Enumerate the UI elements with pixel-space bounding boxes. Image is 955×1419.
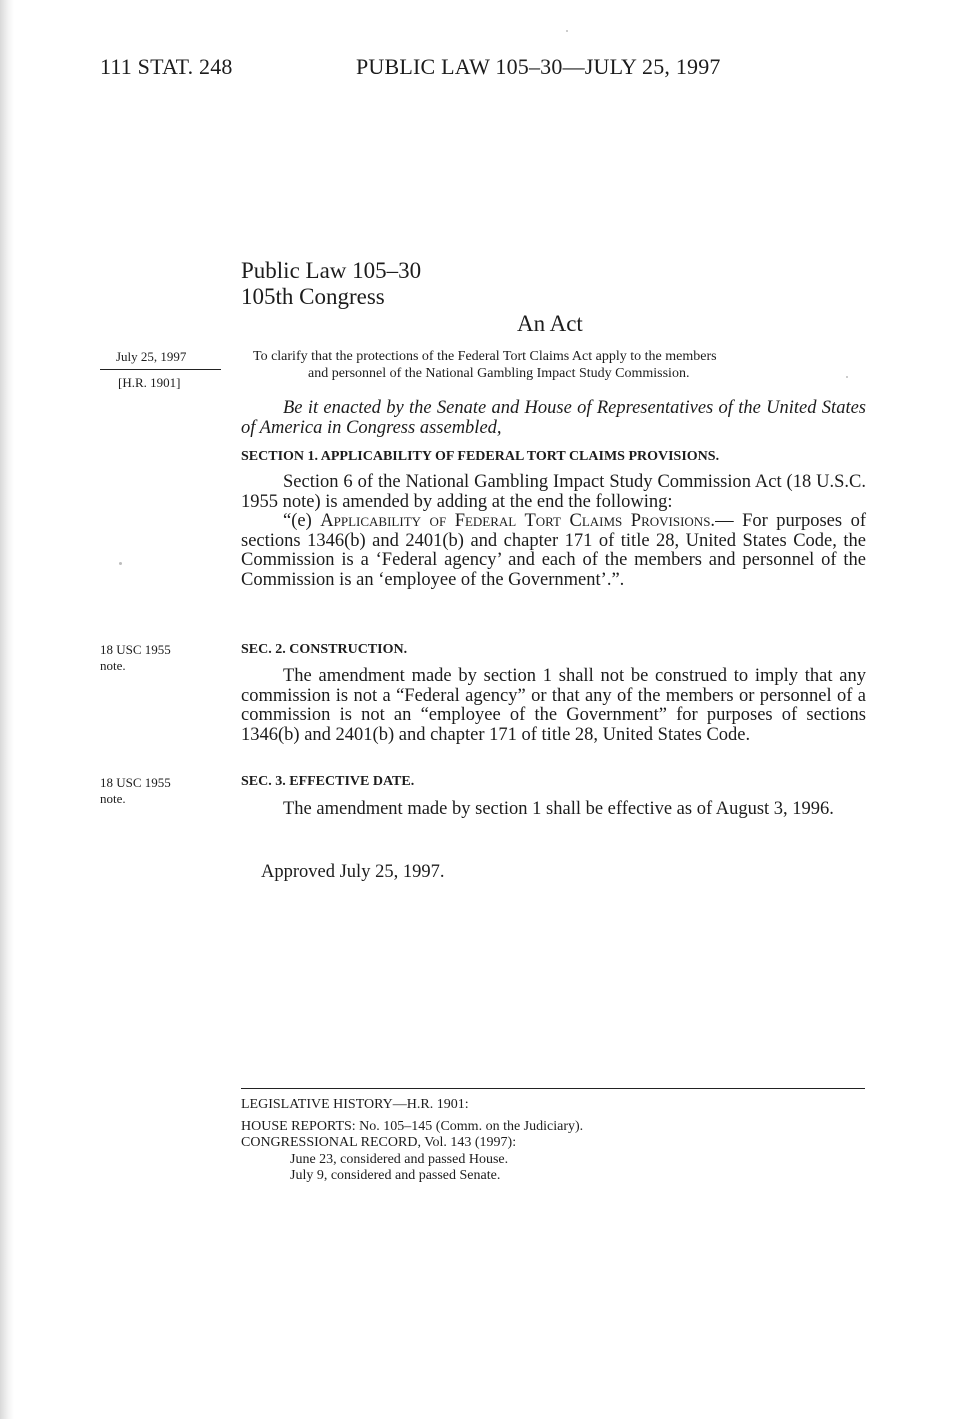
congress-number: 105th Congress	[241, 284, 385, 309]
margin-bill-note: [H.R. 1901]	[118, 375, 181, 390]
section-3-heading: SEC. 3. EFFECTIVE DATE.	[241, 774, 415, 789]
house-reports: HOUSE REPORTS: No. 105–145 (Comm. on the Judiciary).	[241, 1119, 584, 1134]
margin-citation-note-1	[100, 642, 171, 674]
purpose-line-2: and personnel of the National Gambling Impact Study Commission.	[308, 366, 690, 381]
running-title: PUBLIC LAW 105–30—JULY 25, 1997	[356, 54, 721, 79]
section-1-heading: SECTION 1. APPLICABILITY OF FEDERAL TORT CLAIMS PROVISIONS.	[241, 449, 720, 464]
margin-citation-note-2	[100, 775, 171, 807]
scan-speck	[846, 376, 848, 378]
footnote-divider	[241, 1088, 865, 1089]
citation-line: 18 USC 1955	[100, 642, 171, 657]
citation-suffix: note.	[100, 791, 126, 806]
quote-lead: “(e)	[283, 511, 321, 532]
quote-heading: Applicability of Federal Tort Claims Provisions.	[320, 511, 716, 532]
scan-speck	[119, 562, 122, 565]
section-2-heading: SEC. 2. CONSTRUCTION.	[241, 642, 408, 657]
margin-date-note: July 25, 1997	[116, 349, 187, 364]
legislative-history-title: LEGISLATIVE HISTORY—H.R. 1901:	[241, 1097, 469, 1112]
section-1-body	[241, 473, 866, 591]
scan-edge-shadow	[0, 0, 14, 1419]
section-3-body: The amendment made by section 1 shall be effective as of August 3, 1996.	[283, 799, 834, 819]
act-label: An Act	[517, 311, 583, 336]
citation-line: 18 USC 1955	[100, 775, 171, 790]
section-1-quoted-subsection	[241, 512, 866, 590]
enacting-clause: Be it enacted by the Senate and House of Representatives of the United States of America in Congress assembled,	[241, 398, 866, 438]
stat-page-number: 111 STAT. 248	[100, 54, 233, 79]
law-title: Public Law 105–30	[241, 258, 422, 283]
congressional-record: CONGRESSIONAL RECORD, Vol. 143 (1997):	[241, 1135, 517, 1150]
section-1-text: Section 6 of the National Gambling Impact Study Commission Act (18 U.S.C. 1955 note) is amended by adding at the end the following:	[241, 472, 866, 512]
history-entry-june: June 23, considered and passed House.	[290, 1152, 509, 1167]
margin-divider	[100, 369, 221, 370]
purpose-line-1: To clarify that the protections of the Federal Tort Claims Act apply to the members	[253, 349, 717, 364]
history-entry-july: July 9, considered and passed Senate.	[290, 1168, 501, 1183]
act-purpose	[253, 348, 865, 382]
approval-date: Approved July 25, 1997.	[261, 862, 445, 882]
quote-text: — For purposes of sections 1346(b) and 2401(b) and chapter 171 of title 28, United States Code, the Commission is a ‘Federal agency’ and each of the members and personnel of the Commission is an ‘employee of the Government’.”.	[241, 511, 867, 590]
citation-suffix: note.	[100, 658, 126, 673]
scan-speck	[566, 30, 568, 32]
section-2-body: The amendment made by section 1 shall not be construed to imply that any commission is not a “Federal agency” or that any of the members or personnel of a commission is not an “employee of the Government” for purposes of sections 1346(b) and 2401(b) and chapter 171 of title 28, United States Code.	[241, 666, 866, 745]
